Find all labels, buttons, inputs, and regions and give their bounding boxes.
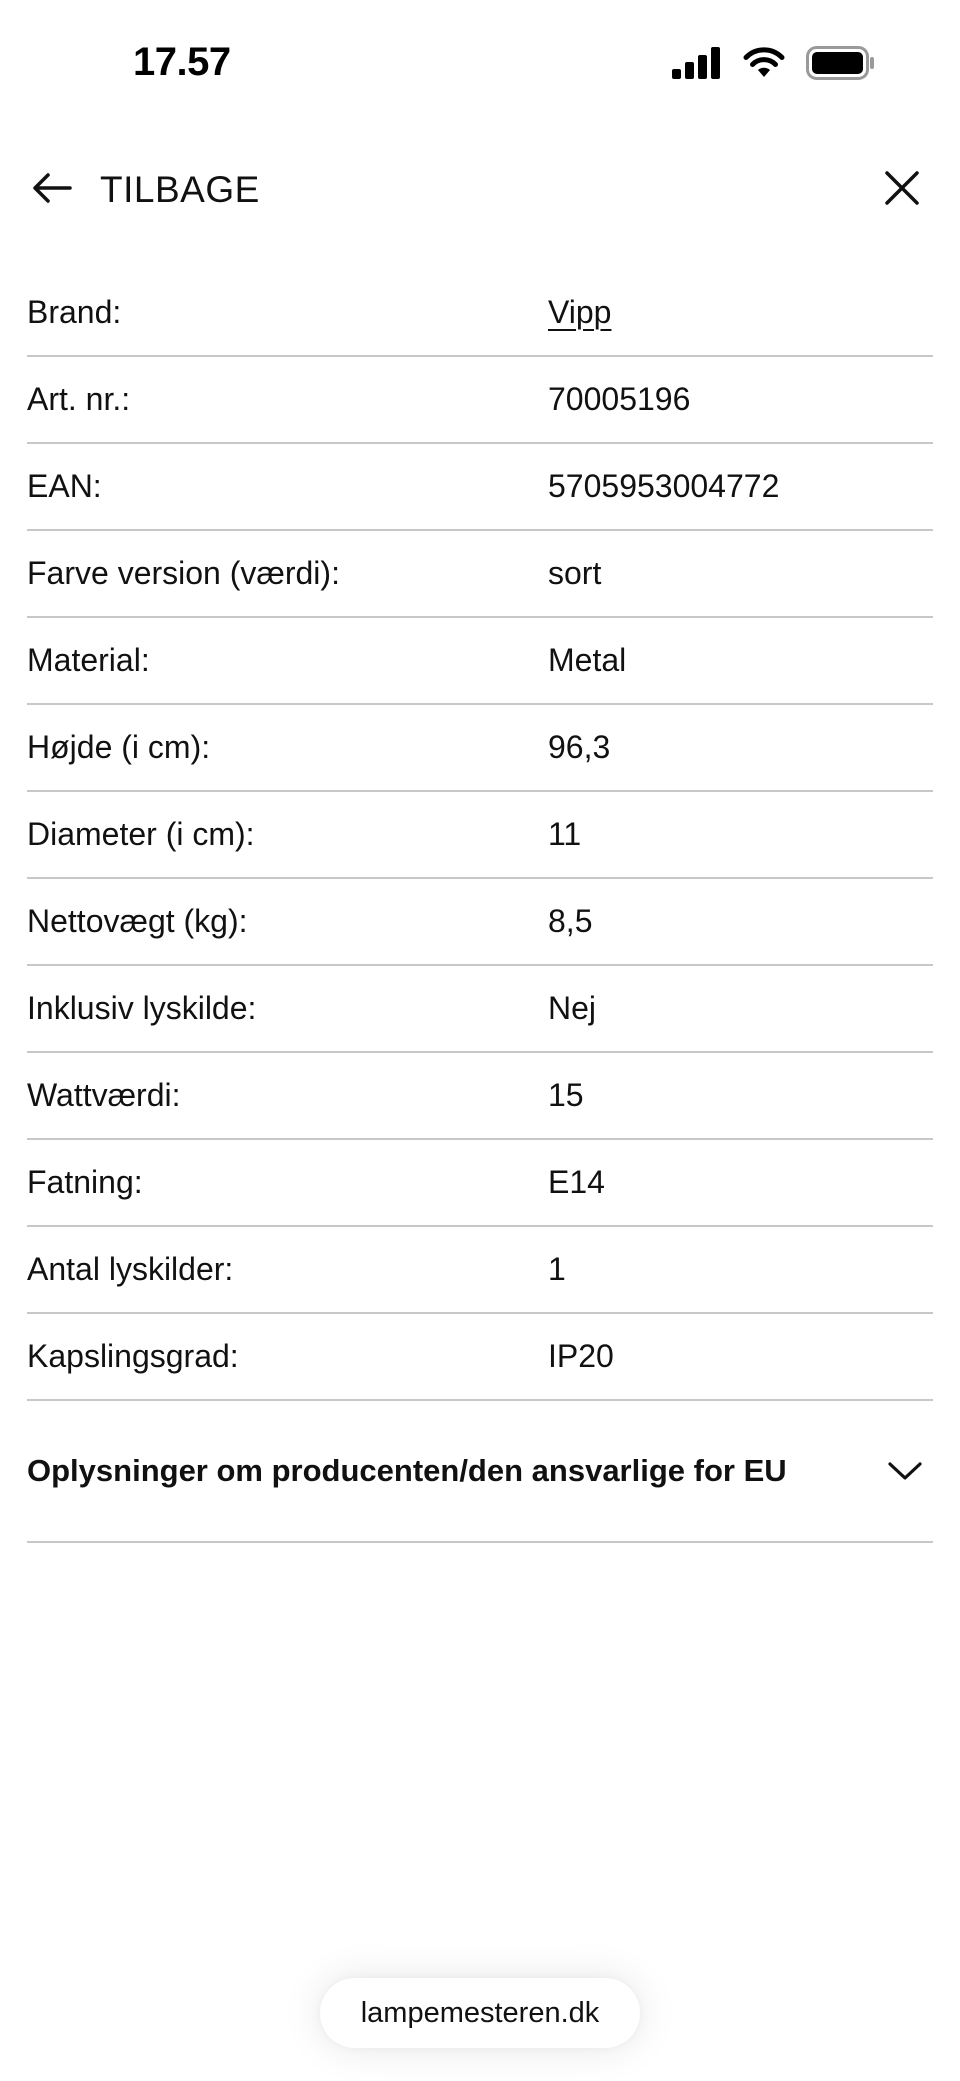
spec-row-height xyxy=(27,705,933,792)
spec-label: Højde (i cm): xyxy=(27,729,211,765)
spec-label: Farve version (værdi): xyxy=(27,555,340,591)
spec-label: Kapslingsgrad: xyxy=(27,1338,239,1374)
browser-url-bar[interactable]: lampemesteren.dk xyxy=(320,1978,640,2048)
spec-label: Nettovægt (kg): xyxy=(27,903,248,939)
spec-value: 96,3 xyxy=(548,729,611,765)
status-bar xyxy=(0,0,960,130)
spec-label: EAN: xyxy=(27,468,102,504)
spec-value: 15 xyxy=(548,1077,584,1113)
close-icon xyxy=(884,170,920,211)
spec-row-material xyxy=(27,618,933,705)
back-button[interactable] xyxy=(32,160,260,220)
spec-row-art-nr xyxy=(27,357,933,444)
spec-label: Wattværdi: xyxy=(27,1077,181,1113)
spec-label: Art. nr.: xyxy=(27,381,131,417)
cellular-signal-icon xyxy=(672,47,722,84)
spec-value: Nej xyxy=(548,990,597,1026)
spec-row-socket xyxy=(27,1140,933,1227)
spec-value: 70005196 xyxy=(548,381,691,417)
spec-label: Brand: xyxy=(27,294,122,330)
spec-label: Fatning: xyxy=(27,1164,143,1200)
header xyxy=(0,150,960,230)
status-icons xyxy=(672,46,876,85)
brand-link[interactable]: Vipp xyxy=(548,294,612,330)
back-label: TILBAGE xyxy=(100,169,260,210)
spec-row-light-source-included xyxy=(27,966,933,1053)
manufacturer-info-accordion[interactable] xyxy=(27,1401,933,1543)
spec-label: Diameter (i cm): xyxy=(27,816,255,852)
spec-label: Inklusiv lyskilde: xyxy=(27,990,257,1026)
spec-value: IP20 xyxy=(548,1338,614,1374)
spec-value: E14 xyxy=(548,1164,605,1200)
battery-icon xyxy=(806,46,876,85)
spec-value: sort xyxy=(548,555,602,591)
spec-value: Metal xyxy=(548,642,627,678)
spec-value: 1 xyxy=(548,1251,566,1287)
spec-row-brand xyxy=(27,270,933,357)
spec-table xyxy=(27,270,933,1543)
spec-label: Antal lyskilder: xyxy=(27,1251,234,1287)
spec-label: Material: xyxy=(27,642,150,678)
close-button[interactable] xyxy=(876,164,928,216)
spec-row-diameter xyxy=(27,792,933,879)
arrow-left-icon xyxy=(32,172,72,209)
spec-value: 5705953004772 xyxy=(548,468,780,504)
wifi-icon xyxy=(742,47,786,84)
status-time: 17.57 xyxy=(133,40,231,84)
accordion-title: Oplysninger om producenten/den ansvarlige for EU xyxy=(27,1453,787,1488)
spec-value: 11 xyxy=(548,816,582,852)
spec-row-net-weight xyxy=(27,879,933,966)
chevron-down-icon xyxy=(885,1451,925,1491)
spec-row-color xyxy=(27,531,933,618)
spec-row-ean xyxy=(27,444,933,531)
spec-row-wattage xyxy=(27,1053,933,1140)
spec-value: 8,5 xyxy=(548,903,593,939)
spec-row-light-source-count xyxy=(27,1227,933,1314)
spec-row-ip-rating xyxy=(27,1314,933,1401)
